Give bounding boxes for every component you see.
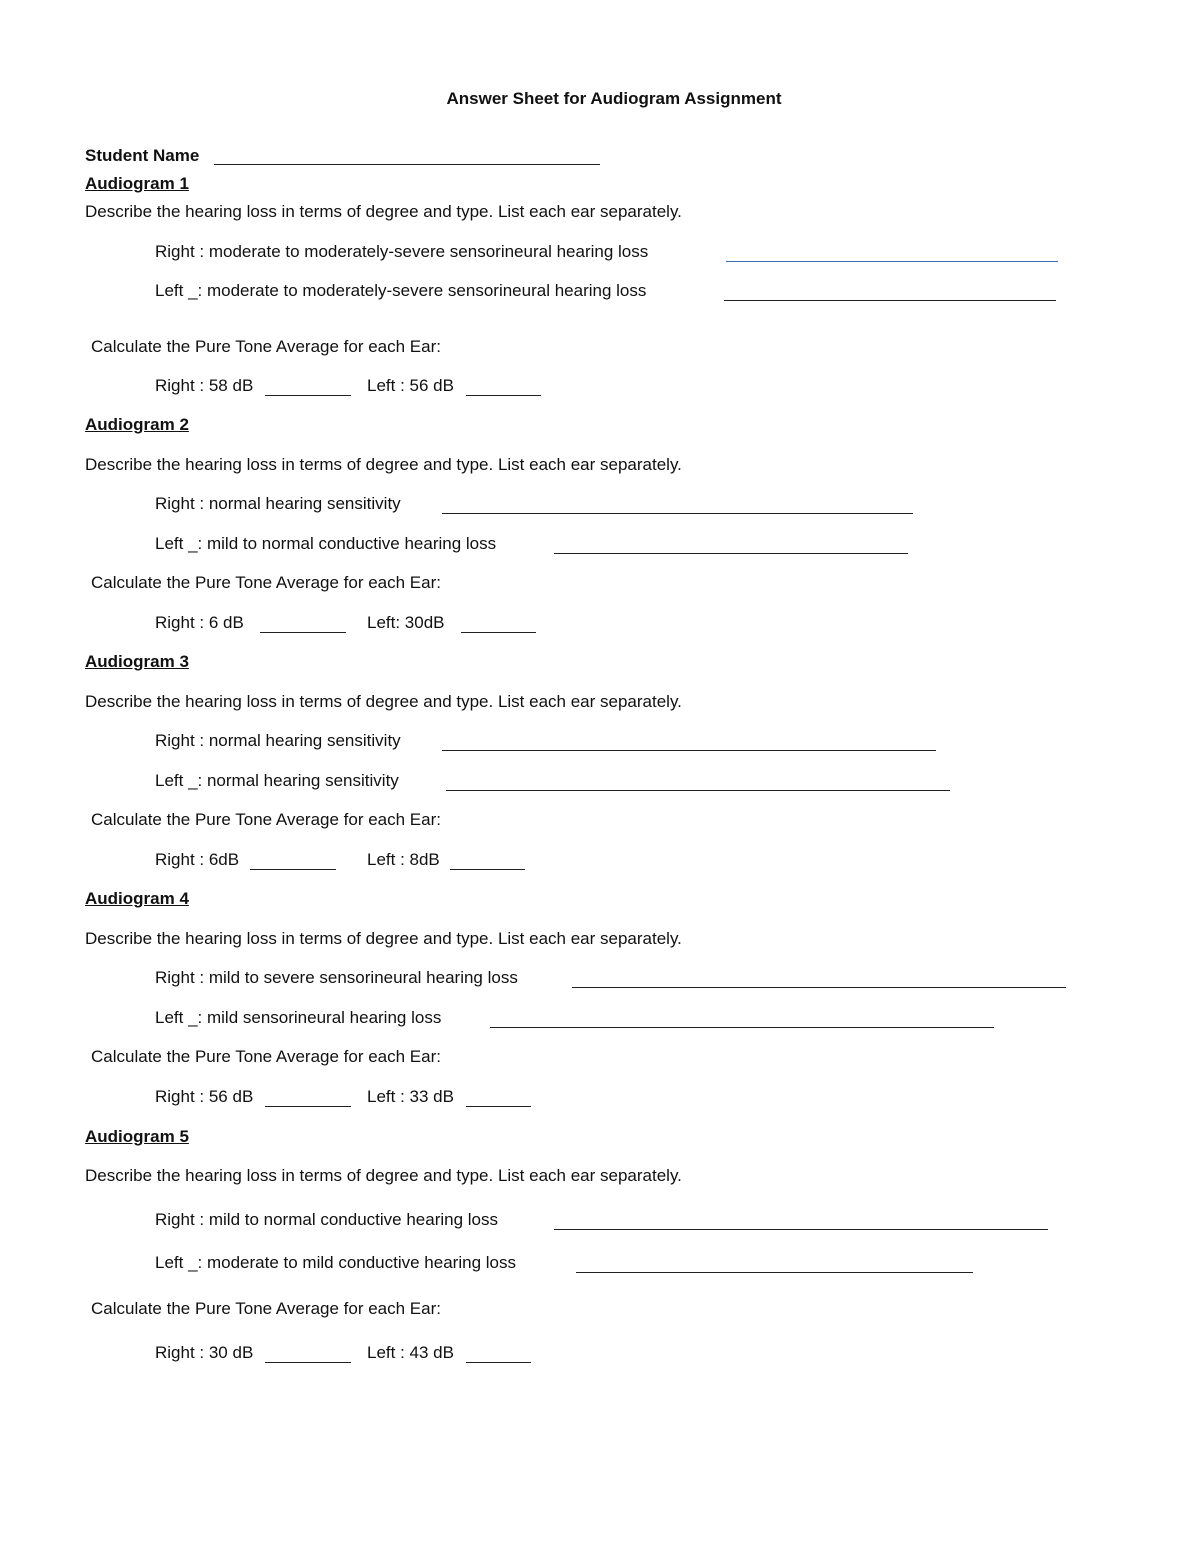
- audiogram-4-pta-prompt: Calculate the Pure Tone Average for each Ear:: [91, 1047, 441, 1066]
- audiogram-1-describe-prompt: Describe the hearing loss in terms of degree and type. List each ear separately.: [85, 202, 682, 221]
- audiogram-4-heading: Audiogram 4: [85, 889, 189, 908]
- page-title: Answer Sheet for Audiogram Assignment: [446, 89, 782, 108]
- audiogram-3-right-pta: Right : 6dB: [155, 850, 240, 869]
- audiogram-1-heading: Audiogram 1: [85, 174, 189, 193]
- audiogram-5-left-description: Left _: moderate to mild conductive hearing loss: [155, 1253, 516, 1272]
- audiogram-1-left-pta-blank[interactable]: [466, 395, 541, 396]
- audiogram-5-pta-prompt: Calculate the Pure Tone Average for each Ear:: [91, 1299, 441, 1318]
- audiogram-1-left-pta: Left : 56 dB: [367, 376, 454, 395]
- audiogram-5-describe-prompt: Describe the hearing loss in terms of degree and type. List each ear separately.: [85, 1166, 682, 1185]
- audiogram-5-right-description-blank[interactable]: [554, 1229, 1048, 1230]
- audiogram-5-left-description-blank[interactable]: [576, 1272, 973, 1273]
- audiogram-4-left-description: Left _: mild sensorineural hearing loss: [155, 1008, 442, 1027]
- audiogram-3-right-pta-blank[interactable]: [250, 869, 336, 870]
- audiogram-5-left-pta: Left : 43 dB: [367, 1343, 454, 1362]
- audiogram-2-left-description-blank[interactable]: [554, 553, 908, 554]
- audiogram-2-heading: Audiogram 2: [85, 415, 189, 434]
- audiogram-2-left-pta-blank[interactable]: [461, 632, 536, 633]
- audiogram-2-right-pta-blank[interactable]: [260, 632, 346, 633]
- audiogram-1-pta-prompt: Calculate the Pure Tone Average for each Ear:: [91, 337, 441, 356]
- audiogram-5-right-pta: Right : 30 dB: [155, 1343, 254, 1362]
- audiogram-3-pta-prompt: Calculate the Pure Tone Average for each Ear:: [91, 810, 441, 829]
- audiogram-2-pta-prompt: Calculate the Pure Tone Average for each Ear:: [91, 573, 441, 592]
- audiogram-3-heading: Audiogram 3: [85, 652, 189, 671]
- audiogram-4-left-description-blank[interactable]: [490, 1027, 994, 1028]
- audiogram-1-right-pta: Right : 58 dB: [155, 376, 254, 395]
- audiogram-3-left-description: Left _: normal hearing sensitivity: [155, 771, 399, 790]
- audiogram-1-right-pta-blank[interactable]: [265, 395, 351, 396]
- audiogram-2-left-description: Left _: mild to normal conductive hearing loss: [155, 534, 497, 553]
- audiogram-5-right-pta-blank[interactable]: [265, 1362, 351, 1363]
- student-name-blank[interactable]: [214, 164, 600, 165]
- audiogram-2-left-pta: Left: 30dB: [367, 613, 445, 632]
- audiogram-1-left-description: Left _: moderate to moderately-severe sensorineural hearing loss: [155, 281, 647, 300]
- audiogram-4-describe-prompt: Describe the hearing loss in terms of degree and type. List each ear separately.: [85, 929, 682, 948]
- audiogram-4-right-pta-blank[interactable]: [265, 1106, 351, 1107]
- audiogram-3-describe-prompt: Describe the hearing loss in terms of degree and type. List each ear separately.: [85, 692, 682, 711]
- audiogram-1-right-description: Right : moderate to moderately-severe sensorineural hearing loss: [155, 242, 649, 261]
- audiogram-3-left-pta-blank[interactable]: [450, 869, 525, 870]
- audiogram-3-left-pta: Left : 8dB: [367, 850, 440, 869]
- audiogram-4-right-description-blank[interactable]: [572, 987, 1066, 988]
- audiogram-3-right-description-blank[interactable]: [442, 750, 936, 751]
- audiogram-5-left-pta-blank[interactable]: [466, 1362, 531, 1363]
- student-name-label: Student Name: [85, 146, 200, 165]
- audiogram-2-right-pta: Right : 6 dB: [155, 613, 244, 632]
- audiogram-2-right-description-blank[interactable]: [442, 513, 913, 514]
- audiogram-2-describe-prompt: Describe the hearing loss in terms of degree and type. List each ear separately.: [85, 455, 682, 474]
- audiogram-4-right-description: Right : mild to severe sensorineural hearing loss: [155, 968, 518, 987]
- audiogram-1-right-description-blank[interactable]: [726, 261, 1058, 262]
- audiogram-5-heading: Audiogram 5: [85, 1127, 189, 1146]
- audiogram-1-left-description-blank[interactable]: [724, 300, 1056, 301]
- audiogram-5-right-description: Right : mild to normal conductive hearing loss: [155, 1210, 498, 1229]
- audiogram-3-left-description-blank[interactable]: [446, 790, 950, 791]
- audiogram-4-right-pta: Right : 56 dB: [155, 1087, 254, 1106]
- audiogram-3-right-description: Right : normal hearing sensitivity: [155, 731, 401, 750]
- audiogram-4-left-pta-blank[interactable]: [466, 1106, 531, 1107]
- audiogram-4-left-pta: Left : 33 dB: [367, 1087, 454, 1106]
- audiogram-2-right-description: Right : normal hearing sensitivity: [155, 494, 401, 513]
